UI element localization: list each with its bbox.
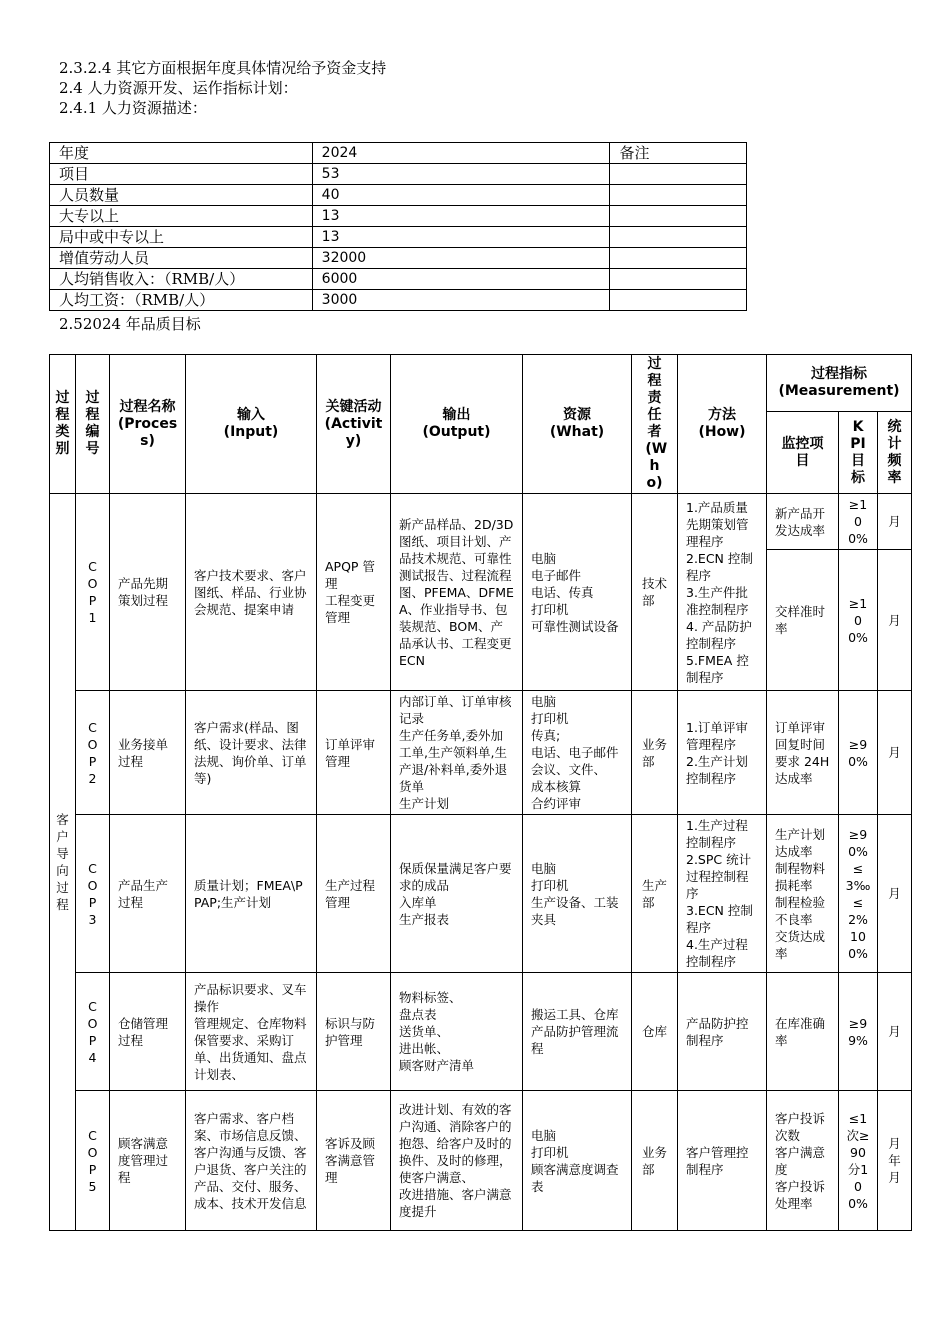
header-monitor: 监控项目 bbox=[767, 412, 839, 494]
process-name: 仓储管理过程 bbox=[110, 973, 186, 1091]
process-row bbox=[50, 815, 912, 973]
process-activity: 标识与防护管理 bbox=[317, 973, 391, 1091]
process-owner: 业务部 bbox=[632, 691, 678, 815]
hr-cell: 6000 bbox=[312, 269, 610, 290]
process-input: 客户技术要求、客户图纸、样品、行业协会规范、提案申请 bbox=[186, 494, 317, 691]
header-output: 输出 (Output) bbox=[391, 355, 523, 494]
process-code: COP1 bbox=[76, 494, 110, 691]
hr-row bbox=[50, 248, 747, 269]
hr-row bbox=[50, 227, 747, 248]
stat-frequency: 月 bbox=[878, 550, 912, 691]
kpi-target: ≤1次≥90分100% bbox=[839, 1091, 878, 1231]
process-name: 顾客满意度管理过程 bbox=[110, 1091, 186, 1231]
hr-cell: 53 bbox=[312, 164, 610, 185]
hr-cell: 项目 bbox=[50, 164, 313, 185]
process-resource: 电脑 打印机 顾客满意度调查表 bbox=[523, 1091, 632, 1231]
section-headings bbox=[59, 58, 386, 118]
monitor-item: 在库准确率 bbox=[767, 973, 839, 1091]
process-activity: 客诉及顾客满意管理 bbox=[317, 1091, 391, 1231]
process-code: COP2 bbox=[76, 691, 110, 815]
hr-cell: 人员数量 bbox=[50, 185, 313, 206]
heading-2-4-1: 2.4.1 人力资源描述： bbox=[59, 99, 207, 117]
hr-cell: 人均工资：（RMB/人） bbox=[50, 290, 313, 311]
hr-cell: 32000 bbox=[312, 248, 610, 269]
process-output: 物料标签、 盘点表 送货单、 进出帐、 顾客财产清单 bbox=[391, 973, 523, 1091]
hr-cell: 2024 bbox=[312, 143, 610, 164]
hr-cell: 13 bbox=[312, 227, 610, 248]
hr-row bbox=[50, 269, 747, 290]
hr-row bbox=[50, 185, 747, 206]
kpi-target: ≥100% bbox=[839, 494, 878, 550]
header-method: 方法 (How) bbox=[678, 355, 767, 494]
hr-cell: 年度 bbox=[50, 143, 313, 164]
process-method: 1.生产过程控制程序 2.SPC 统计过程控制程序 3.ECN 控制程序 4.生产过程控制程序 bbox=[678, 815, 767, 973]
process-method: 1.产品质量先期策划管理程序 2.ECN 控制程序 3.生产件批准控制程序 4. 产品防护控制程序 5.FMEA 控制程序 bbox=[678, 494, 767, 691]
process-output: 新产品样品、2D/3D 图纸、项目计划、产品技术规范、可靠性测试报告、过程流程图、PFEMA、DFMEA、作业指导书、包装规范、BOM、产品承认书、工程变更 ECN bbox=[391, 494, 523, 691]
process-activity: APQP 管理 工程变更管理 bbox=[317, 494, 391, 691]
process-code: COP5 bbox=[76, 1091, 110, 1231]
process-row bbox=[50, 691, 912, 815]
hr-row bbox=[50, 290, 747, 311]
hr-cell: 大专以上 bbox=[50, 206, 313, 227]
stat-frequency: 月 bbox=[878, 973, 912, 1091]
monitor-item: 生产计划达成率 制程物料损耗率 制程检验不良率 交货达成率 bbox=[767, 815, 839, 973]
process-input: 客户需求、客户档案、市场信息反馈、客户沟通与反馈、客户退货、客户关注的产品、交付、服务、成本、技术开发信息 bbox=[186, 1091, 317, 1231]
header-category: 过程类别 bbox=[50, 355, 76, 494]
hr-cell bbox=[610, 248, 747, 269]
process-method: 产品防护控制程序 bbox=[678, 973, 767, 1091]
hr-cell: 人均销售收入：（RMB/人） bbox=[50, 269, 313, 290]
hr-cell bbox=[610, 290, 747, 311]
process-name: 产品生产过程 bbox=[110, 815, 186, 973]
stat-frequency: 月 bbox=[878, 494, 912, 550]
process-row bbox=[50, 973, 912, 1091]
header-activity: 关键活动 (Activity) bbox=[317, 355, 391, 494]
category-cell: 客户导向过程 bbox=[50, 494, 76, 1231]
hr-description-table bbox=[49, 142, 747, 311]
process-name: 产品先期策划过程 bbox=[110, 494, 186, 691]
process-output: 保质保量满足客户要求的成品 入库单 生产报表 bbox=[391, 815, 523, 973]
process-resource: 电脑 打印机 传真; 电话、电子邮件 会议、文件、 成本核算 合约评审 bbox=[523, 691, 632, 815]
header-input: 输入 (Input) bbox=[186, 355, 317, 494]
hr-cell bbox=[610, 185, 747, 206]
process-owner: 技术部 bbox=[632, 494, 678, 691]
process-owner: 仓库 bbox=[632, 973, 678, 1091]
process-activity: 生产过程管理 bbox=[317, 815, 391, 973]
monitor-item: 新产品开发达成率 bbox=[767, 494, 839, 550]
hr-cell bbox=[610, 164, 747, 185]
process-method: 客户管理控制程序 bbox=[678, 1091, 767, 1231]
hr-cell bbox=[610, 269, 747, 290]
kpi-target: ≥90%≤3‰≤2%100% bbox=[839, 815, 878, 973]
process-owner: 业务部 bbox=[632, 1091, 678, 1231]
process-code: COP3 bbox=[76, 815, 110, 973]
header-freq: 统计频率 bbox=[878, 412, 912, 494]
header-code: 过程编号 bbox=[76, 355, 110, 494]
stat-frequency: 月 bbox=[878, 691, 912, 815]
hr-cell: 13 bbox=[312, 206, 610, 227]
process-input: 客户需求(样品、图纸、设计要求、法律法规、询价单、订单等) bbox=[186, 691, 317, 815]
header-owner: 过程责任者(Who) bbox=[632, 355, 678, 494]
hr-cell: 局中或中专以上 bbox=[50, 227, 313, 248]
hr-cell: 3000 bbox=[312, 290, 610, 311]
process-output: 改进计划、有效的客户沟通、消除客户的抱怨、给客户及时的换件、及时的修理，使客户满意、 改进措施、客户满意度提升 bbox=[391, 1091, 523, 1231]
heading-2-3-2-4: 2.3.2.4 其它方面根据年度具体情况给予资金支持 bbox=[59, 59, 387, 77]
process-activity: 订单评审管理 bbox=[317, 691, 391, 815]
kpi-target: ≥90% bbox=[839, 691, 878, 815]
process-resource: 电脑 打印机 生产设备、工装夹具 bbox=[523, 815, 632, 973]
heading-2-4: 2.4 人力资源开发、运作指标计划： bbox=[59, 79, 298, 97]
monitor-item: 客户投诉次数 客户满意度 客户投诉处理率 bbox=[767, 1091, 839, 1231]
kpi-target: ≥99% bbox=[839, 973, 878, 1091]
process-input: 产品标识要求、叉车操作 管理规定、仓库物料保管要求、采购订单、出货通知、盘点计划表、 bbox=[186, 973, 317, 1091]
process-owner: 生产部 bbox=[632, 815, 678, 973]
header-metrics: 过程指标 (Measurement) bbox=[767, 355, 912, 412]
hr-cell: 40 bbox=[312, 185, 610, 206]
process-input: 质量计划；FMEA\PPAP;生产计划 bbox=[186, 815, 317, 973]
process-name: 业务接单过程 bbox=[110, 691, 186, 815]
hr-cell: 增值劳动人员 bbox=[50, 248, 313, 269]
process-row bbox=[50, 494, 912, 550]
monitor-item: 订单评审回复时间要求 24H 达成率 bbox=[767, 691, 839, 815]
stat-frequency: 月 年 月 bbox=[878, 1091, 912, 1231]
header-kpi: KPI目标 bbox=[839, 412, 878, 494]
hr-cell bbox=[610, 206, 747, 227]
process-output: 内部订单、订单审核记录 生产任务单,委外加工单,生产领料单,生产退/补料单,委外退货单 生产计划 bbox=[391, 691, 523, 815]
stat-frequency: 月 bbox=[878, 815, 912, 973]
monitor-item: 交样准时率 bbox=[767, 550, 839, 691]
hr-header-row bbox=[50, 143, 747, 164]
hr-row bbox=[50, 206, 747, 227]
process-row bbox=[50, 1091, 912, 1231]
kpi-target: ≥100% bbox=[839, 550, 878, 691]
process-resource: 搬运工具、仓库产品防护管理流程 bbox=[523, 973, 632, 1091]
quality-process-table bbox=[49, 354, 912, 1231]
process-method: 1.订单评审管理程序 2.生产计划控制程序 bbox=[678, 691, 767, 815]
hr-cell: 备注 bbox=[610, 143, 747, 164]
process-code: COP4 bbox=[76, 973, 110, 1091]
hr-cell bbox=[610, 227, 747, 248]
hr-row bbox=[50, 164, 747, 185]
heading-2-5: 2.52024 年品质目标 bbox=[59, 315, 201, 333]
header-resource: 资源 (What) bbox=[523, 355, 632, 494]
process-resource: 电脑 电子邮件 电话、传真 打印机 可靠性测试设备 bbox=[523, 494, 632, 691]
header-name: 过程名称(Process) bbox=[110, 355, 186, 494]
